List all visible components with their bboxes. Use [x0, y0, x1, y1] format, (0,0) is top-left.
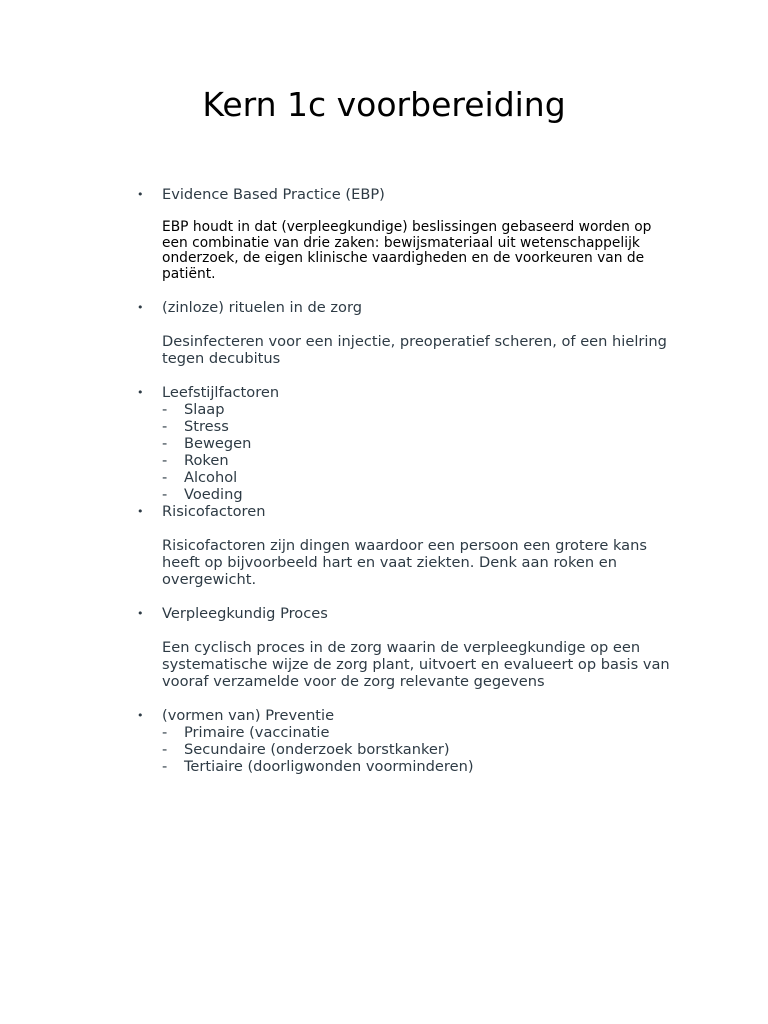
sub-list-item: [162, 452, 694, 469]
dash-icon: -: [162, 418, 168, 435]
section-paragraph: EBP houdt in dat (verpleegkundige) beslissingen gebaseerd worden op een combinatie van drie zaken: bewijsmateriaal uit wetenschappelijk onderzoek, de eigen klinische vaardigheden en de voorkeuren van de patiënt.: [162, 219, 652, 282]
list-item-verpleegkundig-proces: [134, 605, 694, 622]
section-paragraph: Risicofactoren zijn dingen waardoor een persoon een grotere kans heeft op bijvoorbeeld hart en vaat ziekten. Denk aan roken en overgewicht.: [162, 537, 647, 588]
sub-list-item: [162, 758, 694, 775]
section-heading: Leefstijlfactoren: [162, 384, 280, 401]
dash-icon: -: [162, 452, 168, 469]
dash-icon: -: [162, 724, 168, 741]
sub-list-item: [162, 418, 694, 435]
sub-list-label: Secundaire (onderzoek borstkanker): [184, 741, 450, 758]
bullet-icon: •: [137, 301, 144, 314]
bullet-icon: •: [137, 607, 144, 620]
section-heading: (zinloze) rituelen in de zorg: [162, 299, 362, 316]
sub-list-item: [162, 469, 694, 486]
sub-list-label: Roken: [184, 452, 229, 469]
dash-icon: -: [162, 435, 168, 452]
sub-list-label: Voeding: [184, 486, 243, 503]
sub-list-label: Tertiaire (doorligwonden voorminderen): [184, 758, 474, 775]
list-item-preventie: [134, 707, 694, 724]
sub-list-label: Stress: [184, 418, 229, 435]
bullet-icon: •: [137, 386, 144, 399]
list-item-risicofactoren: [134, 503, 694, 520]
section-paragraph: Een cyclisch proces in de zorg waarin de verpleegkundige op een systematische wijze de zorg plant, uitvoert en evalueert op basis van vooraf verzamelde voor de zorg relevante gegevens: [162, 639, 670, 690]
bullet-icon: •: [137, 709, 144, 722]
section-heading: (vormen van) Preventie: [162, 707, 335, 724]
bullet-icon: •: [137, 188, 144, 201]
sub-list-item: [162, 724, 694, 741]
dash-icon: -: [162, 401, 168, 418]
section-paragraph: Desinfecteren voor een injectie, preoperatief scheren, of een hielring tegen decubitus: [162, 333, 667, 367]
section-heading: Verpleegkundig Proces: [162, 605, 328, 622]
dash-icon: -: [162, 486, 168, 503]
sub-list-item: [162, 741, 694, 758]
dash-icon: -: [162, 741, 168, 758]
bullet-icon: •: [137, 505, 144, 518]
sub-list-label: Alcohol: [184, 469, 238, 486]
section-heading: Evidence Based Practice (EBP): [162, 186, 385, 203]
document-body: [134, 186, 694, 775]
dash-icon: -: [162, 758, 168, 775]
sub-list-label: Bewegen: [184, 435, 252, 452]
sub-list-label: Slaap: [184, 401, 225, 418]
list-item-rituelen: [134, 299, 694, 316]
sub-list-item: [162, 401, 694, 418]
section-heading: Risicofactoren: [162, 503, 266, 520]
sub-list-label: Primaire (vaccinatie: [184, 724, 330, 741]
page-title: Kern 1c voorbereiding: [202, 85, 566, 124]
list-item-leefstijlfactoren: [134, 384, 694, 401]
dash-icon: -: [162, 469, 168, 486]
sub-list-item: [162, 486, 694, 503]
list-item-ebp: [134, 186, 694, 203]
sub-list-item: [162, 435, 694, 452]
